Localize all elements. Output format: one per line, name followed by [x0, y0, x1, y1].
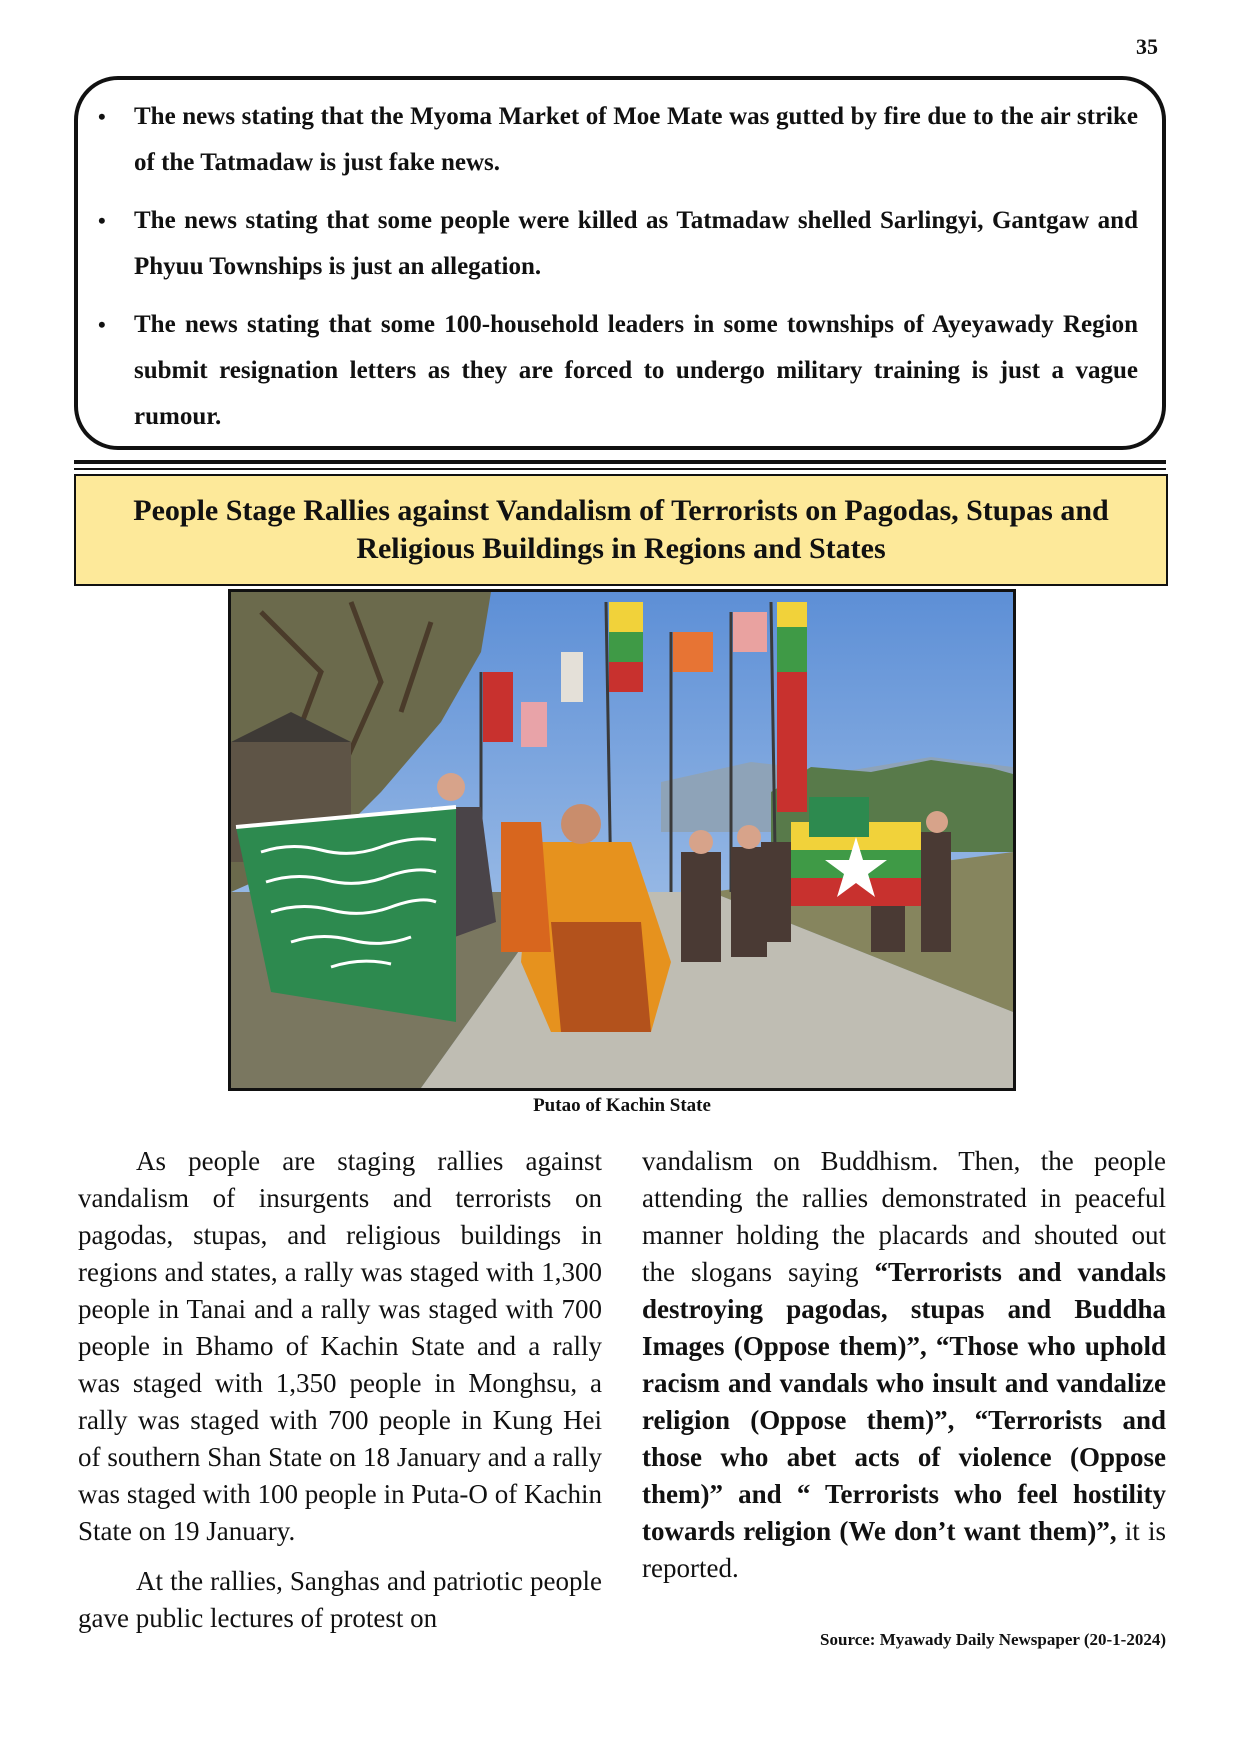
article-paragraph: As people are staging rallies against vandalism of insurgents and terrorists on pagodas, stupas, and religious buildings in regions and states, a rally was staged with 1,300 people in Tanai and a rally was staged with 700 people in Bhamo of Kachin State and a rally was staged with 1,350 people in Monghsu, a rally was staged with 700 people in Kung Hei of southern Shan State on 18 January and a rally was staged with 100 people in Puta-O of Kachin State on 19 January. — [78, 1146, 602, 1546]
headline-box — [74, 474, 1168, 586]
section-divider — [74, 468, 1166, 470]
headline-line-2: Religious Buildings in Regions and States — [356, 532, 886, 565]
rebuttal-item — [98, 198, 1138, 290]
rebuttal-item — [98, 302, 1138, 440]
rebuttal-text: The news stating that some people were killed as Tatmadaw shelled Sarlingyi, Gantgaw and Phyuu Townships is just an allegation. — [134, 207, 1138, 280]
article-column-right — [642, 1143, 1166, 1587]
source-credit: Source: Myawady Daily Newspaper (20-1-2024) — [820, 1630, 1166, 1649]
article-slogans: “Terrorists and vandals destroying pagodas, stupas and Buddha Images (Oppose them)”, “Those who uphold racism and vandals who insult and vandalize religion (Oppose them)”, “Terrorists and those who abet acts of violence (Oppose them)” and “ Terrorists who feel hostility towards religion (We don’t want them)”, — [642, 1257, 1166, 1546]
rebuttal-text: The news stating that some 100-household leaders in some townships of Ayeyawady Region submit resignation letters as they are forced to undergo military training is just a vague rumour. — [134, 311, 1138, 430]
article-paragraph — [642, 1143, 1166, 1587]
page-number: 35 — [1136, 34, 1158, 59]
photo-caption: Putao of Kachin State — [533, 1095, 711, 1116]
rebuttal-text: The news stating that the Myoma Market of Moe Mate was gutted by fire due to the air strike of the Tatmadaw is just fake news. — [134, 103, 1138, 176]
rally-photo — [228, 589, 1016, 1091]
bullet-icon: • — [98, 104, 106, 129]
rebuttal-list — [78, 80, 1162, 440]
headline-line-1: People Stage Rallies against Vandalism of Terrorists on Pagodas, Stupas and — [133, 494, 1109, 527]
headline — [103, 492, 1138, 568]
bullet-icon: • — [98, 312, 106, 337]
rally-photo-illustration — [231, 592, 1013, 1088]
news-rebuttal-box — [74, 76, 1166, 450]
article-intro: vandalism on Buddhism. Then, the people attending the rallies demonstrated in peaceful manner holding the placards and shouted out the slogans saying — [642, 1146, 1166, 1287]
rebuttal-item — [98, 94, 1138, 186]
article-ending: it is reported. — [642, 1516, 1166, 1583]
article-column-left — [78, 1143, 602, 1637]
section-divider — [74, 460, 1166, 464]
article-paragraph: At the rallies, Sanghas and patriotic people gave public lectures of protest on — [78, 1566, 602, 1633]
bullet-icon: • — [98, 208, 106, 233]
